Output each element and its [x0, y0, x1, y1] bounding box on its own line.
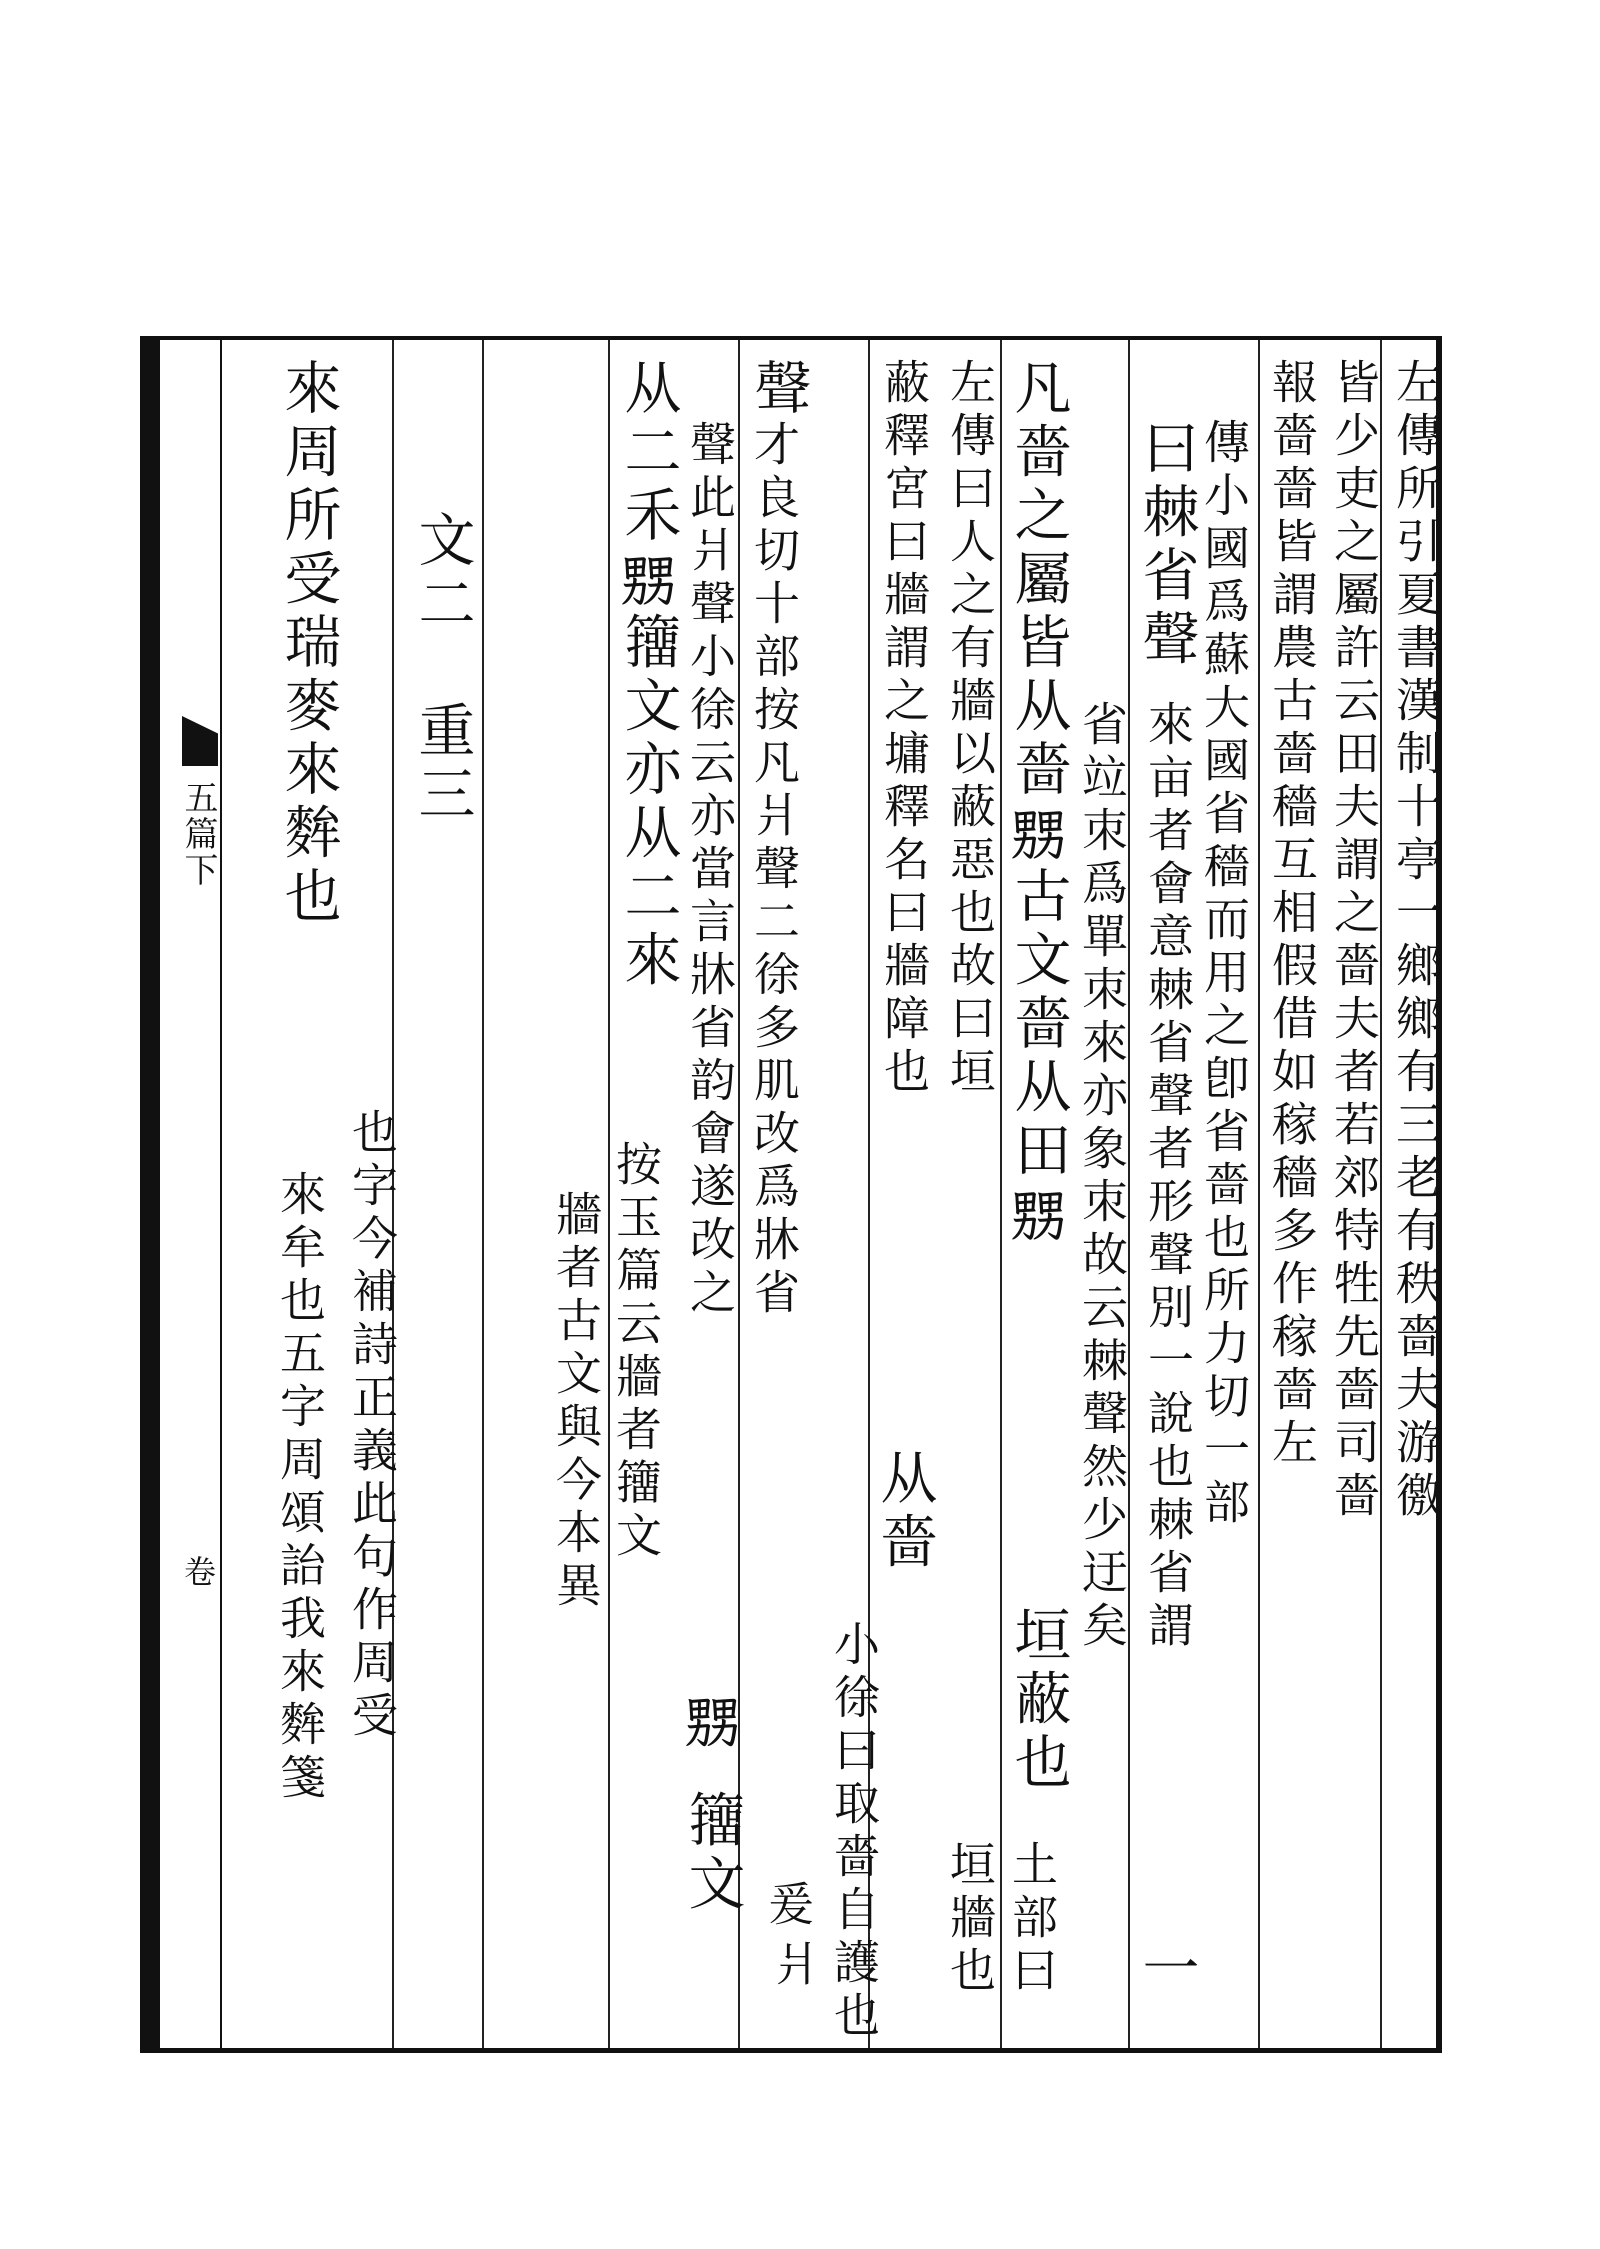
text-column-5-main: 曰棘省聲 [1133, 418, 1199, 672]
text-column-13: 牆者古文與今本異 [549, 1190, 603, 1614]
text-column-8: 左傳曰人之有牆以蔽惡也故曰垣 [943, 358, 997, 1100]
center-fold-strip [162, 340, 222, 2048]
column-rule [1000, 340, 1002, 2048]
text-column-2: 皆少吏之屬許云田夫謂之嗇夫者若郊特牲先嗇司嗇 [1327, 358, 1381, 1524]
text-column-9-main: 从嗇 [871, 1448, 937, 1575]
text-column-10-note: 才良切十部按凡爿聲二徐多肌改爲牀省 [747, 420, 801, 1321]
chapter-label: 五篇下 [178, 780, 218, 888]
text-column-5-note: 來亩者會意棘省聲者形聲別一說也棘省謂 [1141, 700, 1195, 1654]
text-column-7-main: 凡嗇之屬皆从嗇𤲶古文嗇从田𤲶 [1005, 358, 1071, 1247]
text-column-7-note: 土部曰 [1005, 1840, 1059, 1999]
text-column-9-tail: 爰 [761, 1880, 815, 1933]
text-column-10-main: 聲 [745, 358, 811, 422]
text-column-16: 來牟也五字周頌詒我來麰箋 [273, 1170, 327, 1806]
text-column-11: 聲此爿聲小徐云亦當言牀省韵會遂改之 [683, 420, 737, 1321]
column-rule [1258, 340, 1260, 2048]
column-rule [482, 340, 484, 2048]
text-column-3: 報嗇嗇皆謂農古嗇穡互相假借如稼穡多作稼嗇左 [1265, 358, 1319, 1471]
text-column-9-note: 小徐曰取嗇自護也 [827, 1620, 881, 2044]
text-column-1: 左傳所引夏書漢制十亭一鄉鄉有三老有秩嗇夫游徼 [1389, 358, 1443, 1524]
count-line: 文二 重三 [409, 510, 475, 828]
text-column-12-note: 按玉篇云牆者籒文 [609, 1140, 663, 1564]
text-column-9: 蔽釋宮曰牆謂之墉釋名曰牆障也 [877, 358, 931, 1100]
text-column-6: 省竝朿爲單朿來亦象朿故云棘聲然少迂矣 [1075, 700, 1129, 1654]
text-column-11-term: 籒文 [679, 1790, 745, 1917]
text-column-5-tail: 一 [1133, 1938, 1199, 2002]
text-column-12-main: 从二禾𤲶籒文亦从二來 [615, 358, 681, 993]
frame-left-border [140, 336, 160, 2053]
juan-label: 卷 [179, 1555, 217, 1587]
text-column-7-term: 垣蔽也 [1005, 1605, 1071, 1796]
text-column-4: 傳小國爲蘇大國省穡而用之卽省嗇也所力切一部 [1197, 418, 1251, 1531]
text-column-15-main: 來周所受瑞麥來麰也 [275, 358, 341, 930]
text-column-11-glyph: 𤲶 [679, 1690, 745, 1754]
frame-top-border [140, 336, 1440, 340]
frame-bottom-border [140, 2048, 1440, 2053]
text-column-10-tail: 爿 [767, 1940, 821, 1993]
text-column-8-note: 垣牆也 [943, 1840, 997, 1999]
text-column-15-note: 也字今補詩正義此句作周受 [345, 1108, 399, 1744]
